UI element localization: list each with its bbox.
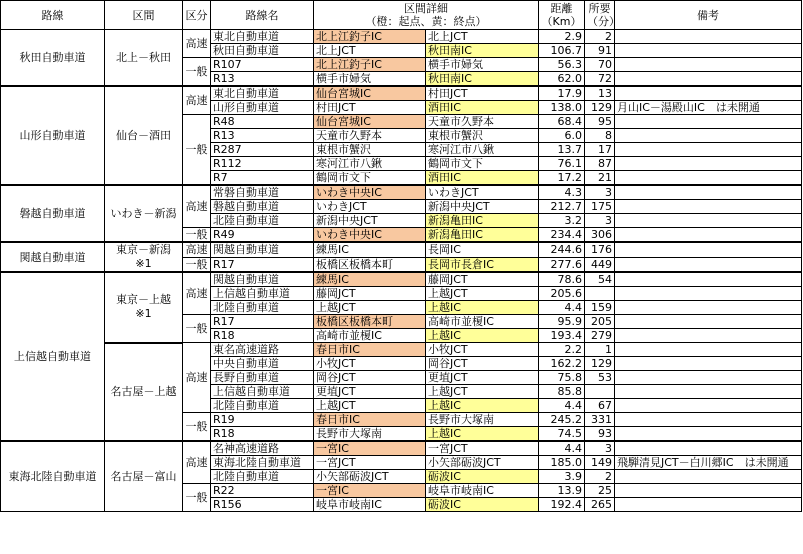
distance-cell: 85.8	[539, 385, 585, 399]
distance-cell: 75.8	[539, 371, 585, 385]
distance-cell: 68.4	[539, 115, 585, 129]
time-cell	[585, 385, 615, 399]
start-point-cell: 練馬IC	[314, 242, 426, 257]
note-cell	[615, 129, 802, 143]
note-cell	[615, 343, 802, 357]
time-cell	[585, 287, 615, 301]
distance-cell: 13.7	[539, 143, 585, 157]
road-name-cell: 北陸自動車道	[211, 470, 314, 484]
time-cell: 17	[585, 143, 615, 157]
section-note: ※1	[135, 257, 152, 270]
section-cell	[105, 242, 183, 272]
note-cell	[615, 399, 802, 413]
end-point-cell: 長岡IC	[426, 242, 539, 257]
header-road-name: 路線名	[211, 1, 314, 30]
distance-cell: 193.4	[539, 329, 585, 343]
start-point-cell: 更埴JCT	[314, 385, 426, 399]
note-cell: 月山IC－湯殿山IC は未開通	[615, 101, 802, 115]
road-name-cell: 名神高速道路	[211, 441, 314, 456]
end-point-cell: 岐阜市岐南IC	[426, 484, 539, 498]
type-cell: 高速	[183, 30, 211, 58]
distance-cell: 4.4	[539, 399, 585, 413]
note-cell	[615, 171, 802, 186]
distance-cell: 205.6	[539, 287, 585, 301]
time-cell: 54	[585, 272, 615, 287]
end-point-cell: 秋田南IC	[426, 72, 539, 87]
time-cell: 449	[585, 257, 615, 272]
road-name-cell: R48	[211, 115, 314, 129]
end-point-cell: 秋田南IC	[426, 44, 539, 58]
end-point-cell: 天童市久野本	[426, 115, 539, 129]
note-cell	[615, 301, 802, 315]
start-point-cell: 寒河江市八鍬	[314, 157, 426, 171]
section-cell	[105, 272, 183, 343]
type-cell: 一般	[183, 257, 211, 272]
end-point-cell: 更埴JCT	[426, 371, 539, 385]
header-row	[1, 1, 802, 30]
start-point-cell: 板橋区板橋本町	[314, 257, 426, 272]
section-label: 東京－上越	[116, 293, 171, 307]
header-distance	[539, 1, 585, 30]
route-name-cell: 秋田自動車道	[1, 30, 105, 87]
start-point-cell: 上越JCT	[314, 301, 426, 315]
note-cell: 飛騨清見JCT－白川郷IC は未開通	[615, 456, 802, 470]
distance-cell: 162.2	[539, 357, 585, 371]
end-point-cell: 小矢部砺波JCT	[426, 456, 539, 470]
distance-cell: 3.9	[539, 470, 585, 484]
start-point-cell: 春日市IC	[314, 343, 426, 357]
road-name-cell: R13	[211, 72, 314, 87]
end-point-cell: 新潟中央JCT	[426, 200, 539, 214]
time-cell: 91	[585, 44, 615, 58]
start-point-cell: 岡谷JCT	[314, 371, 426, 385]
start-point-cell: 一宮IC	[314, 441, 426, 456]
road-name-cell: R112	[211, 157, 314, 171]
note-cell	[615, 498, 802, 512]
start-point-cell: 練馬IC	[314, 272, 426, 287]
time-cell: 95	[585, 115, 615, 129]
time-cell: 176	[585, 242, 615, 257]
type-cell: 高速	[183, 242, 211, 257]
end-point-cell: 上越IC	[426, 427, 539, 442]
start-point-cell: 岐阜市岐南IC	[314, 498, 426, 512]
start-point-cell: 北上江釣子IC	[314, 30, 426, 44]
note-cell	[615, 200, 802, 214]
table-row	[1, 185, 802, 200]
section-cell	[105, 30, 183, 87]
section-label: 名古屋－上越	[110, 384, 177, 398]
road-name-cell: 北陸自動車道	[211, 214, 314, 228]
start-point-cell: 新潟中央JCT	[314, 214, 426, 228]
header-detail-line1: 区間詳細	[404, 2, 448, 15]
distance-cell: 192.4	[539, 498, 585, 512]
time-cell: 205	[585, 315, 615, 329]
note-cell	[615, 72, 802, 87]
end-point-cell: 藤岡JCT	[426, 272, 539, 287]
header-type: 区分	[183, 1, 211, 30]
road-name-cell: R19	[211, 413, 314, 427]
distance-cell: 2.9	[539, 30, 585, 44]
road-name-cell: 関越自動車道	[211, 272, 314, 287]
type-cell: 高速	[183, 185, 211, 228]
start-point-cell: 北上江釣子IC	[314, 58, 426, 72]
time-cell: 175	[585, 200, 615, 214]
start-point-cell: 小矢部砺波JCT	[314, 470, 426, 484]
road-name-cell: R18	[211, 427, 314, 442]
time-cell: 8	[585, 129, 615, 143]
section-label: 北上－秋田	[116, 50, 171, 64]
distance-cell: 17.9	[539, 86, 585, 101]
table-body	[1, 30, 802, 512]
end-point-cell: 長岡市長倉IC	[426, 257, 539, 272]
time-cell: 25	[585, 484, 615, 498]
header-detail	[314, 1, 539, 30]
end-point-cell: 寒河江市八鍬	[426, 143, 539, 157]
time-cell: 149	[585, 456, 615, 470]
distance-cell: 106.7	[539, 44, 585, 58]
header-detail-line2: （橙：起点、黄：終点）	[365, 15, 487, 28]
type-cell: 高速	[183, 343, 211, 413]
end-point-cell: 横手市婦気	[426, 58, 539, 72]
end-point-cell: 北上JCT	[426, 30, 539, 44]
start-point-cell: 小牧JCT	[314, 357, 426, 371]
note-cell	[615, 427, 802, 442]
note-cell	[615, 413, 802, 427]
end-point-cell: 新潟亀田IC	[426, 228, 539, 243]
time-cell: 13	[585, 86, 615, 101]
start-point-cell: 上越JCT	[314, 399, 426, 413]
table-row	[1, 272, 802, 287]
header-notes: 備考	[615, 1, 802, 30]
start-point-cell: 高崎市並榎IC	[314, 329, 426, 343]
note-cell	[615, 371, 802, 385]
distance-cell: 138.0	[539, 101, 585, 115]
distance-cell: 62.0	[539, 72, 585, 87]
start-point-cell: いわき中央IC	[314, 185, 426, 200]
road-name-cell: 常磐自動車道	[211, 185, 314, 200]
start-point-cell: 天童市久野本	[314, 129, 426, 143]
note-cell	[615, 470, 802, 484]
end-point-cell: 小牧JCT	[426, 343, 539, 357]
note-cell	[615, 385, 802, 399]
road-name-cell: R18	[211, 329, 314, 343]
time-cell: 306	[585, 228, 615, 243]
header-section: 区間	[105, 1, 183, 30]
note-cell	[615, 44, 802, 58]
time-cell: 129	[585, 101, 615, 115]
note-cell	[615, 257, 802, 272]
start-point-cell: 東根市蟹沢	[314, 143, 426, 157]
time-cell: 1	[585, 343, 615, 357]
section-note: ※1	[135, 307, 152, 321]
road-name-cell: 東海北陸自動車道	[211, 456, 314, 470]
note-cell	[615, 441, 802, 456]
time-cell: 21	[585, 171, 615, 186]
distance-cell: 234.4	[539, 228, 585, 243]
time-cell: 159	[585, 301, 615, 315]
time-cell: 2	[585, 470, 615, 484]
end-point-cell: 砺波IC	[426, 470, 539, 484]
distance-cell: 3.2	[539, 214, 585, 228]
type-cell: 一般	[183, 413, 211, 442]
note-cell	[615, 484, 802, 498]
route-name-cell: 東海北陸自動車道	[1, 441, 105, 512]
distance-cell: 4.4	[539, 301, 585, 315]
distance-cell: 2.2	[539, 343, 585, 357]
start-point-cell: 北上JCT	[314, 44, 426, 58]
start-point-cell: 長野市大塚南	[314, 427, 426, 442]
time-cell: 87	[585, 157, 615, 171]
type-cell: 一般	[183, 58, 211, 87]
road-name-cell: 関越自動車道	[211, 242, 314, 257]
section-cell	[105, 185, 183, 242]
time-cell: 70	[585, 58, 615, 72]
distance-cell: 245.2	[539, 413, 585, 427]
end-point-cell: 上越IC	[426, 399, 539, 413]
section-label: 東京－新潟	[116, 243, 171, 256]
road-name-cell: 東北自動車道	[211, 30, 314, 44]
header-route: 路線	[1, 1, 105, 30]
note-cell	[615, 143, 802, 157]
time-cell: 3	[585, 185, 615, 200]
start-point-cell: いわき中央IC	[314, 228, 426, 243]
distance-cell: 76.1	[539, 157, 585, 171]
end-point-cell: 鶴岡市文下	[426, 157, 539, 171]
type-cell: 一般	[183, 115, 211, 186]
note-cell	[615, 315, 802, 329]
time-cell: 93	[585, 427, 615, 442]
time-cell: 279	[585, 329, 615, 343]
note-cell	[615, 272, 802, 287]
note-cell	[615, 58, 802, 72]
distance-cell: 244.6	[539, 242, 585, 257]
end-point-cell: 上越JCT	[426, 287, 539, 301]
table-row	[1, 86, 802, 101]
end-point-cell: 酒田IC	[426, 171, 539, 186]
end-point-cell: 砺波IC	[426, 498, 539, 512]
note-cell	[615, 185, 802, 200]
time-cell: 3	[585, 214, 615, 228]
end-point-cell: いわきJCT	[426, 185, 539, 200]
time-cell: 72	[585, 72, 615, 87]
road-name-cell: R13	[211, 129, 314, 143]
distance-cell: 56.3	[539, 58, 585, 72]
header-distance-line2: （Km）	[541, 15, 582, 28]
distance-cell: 277.6	[539, 257, 585, 272]
section-cell	[105, 441, 183, 512]
end-point-cell: 上越IC	[426, 329, 539, 343]
end-point-cell: 酒田IC	[426, 101, 539, 115]
header-time	[585, 1, 620, 30]
header-distance-line1: 距離	[550, 2, 573, 15]
start-point-cell: 藤岡JCT	[314, 287, 426, 301]
distance-cell: 185.0	[539, 456, 585, 470]
type-cell: 高速	[183, 272, 211, 315]
header-time-line2: （分）	[587, 15, 620, 28]
road-name-cell: 山形自動車道	[211, 101, 314, 115]
end-point-cell: 高崎市並榎IC	[426, 315, 539, 329]
type-cell: 一般	[183, 228, 211, 243]
note-cell	[615, 30, 802, 44]
start-point-cell: 春日市IC	[314, 413, 426, 427]
road-name-cell: R287	[211, 143, 314, 157]
end-point-cell: 上越JCT	[426, 385, 539, 399]
route-name-cell: 磐越自動車道	[1, 185, 105, 242]
route-name-cell: 関越自動車道	[1, 242, 105, 272]
note-cell	[615, 115, 802, 129]
distance-cell: 17.2	[539, 171, 585, 186]
road-name-cell: 長野自動車道	[211, 371, 314, 385]
end-point-cell: 長野市大塚南	[426, 413, 539, 427]
end-point-cell: 東根市蟹沢	[426, 129, 539, 143]
road-name-cell: 上信越自動車道	[211, 385, 314, 399]
section-cell	[105, 343, 183, 442]
section-label: 名古屋－富山	[110, 469, 177, 483]
time-cell: 129	[585, 357, 615, 371]
distance-cell: 4.4	[539, 441, 585, 456]
time-cell: 265	[585, 498, 615, 512]
end-point-cell: 村田JCT	[426, 86, 539, 101]
road-name-cell: R156	[211, 498, 314, 512]
time-cell: 53	[585, 371, 615, 385]
route-name-cell: 上信越自動車道	[1, 272, 105, 441]
time-cell: 3	[585, 441, 615, 456]
end-point-cell: 上越IC	[426, 301, 539, 315]
road-name-cell: R17	[211, 315, 314, 329]
note-cell	[615, 228, 802, 243]
distance-cell: 6.0	[539, 129, 585, 143]
start-point-cell: 一宮IC	[314, 484, 426, 498]
time-cell: 2	[585, 30, 615, 44]
distance-cell: 74.5	[539, 427, 585, 442]
table-row	[1, 441, 802, 456]
section-label: いわき－新潟	[110, 206, 177, 220]
end-point-cell: 一宮JCT	[426, 441, 539, 456]
road-name-cell: R17	[211, 257, 314, 272]
header-time-line1: 所要	[588, 2, 611, 15]
distance-cell: 212.7	[539, 200, 585, 214]
start-point-cell: 仙台宮城IC	[314, 86, 426, 101]
route-name-cell: 山形自動車道	[1, 86, 105, 185]
start-point-cell: 一宮JCT	[314, 456, 426, 470]
note-cell	[615, 357, 802, 371]
start-point-cell: いわきJCT	[314, 200, 426, 214]
table-row	[1, 30, 802, 44]
type-cell: 一般	[183, 484, 211, 512]
table-row	[1, 343, 802, 357]
road-name-cell: 秋田自動車道	[211, 44, 314, 58]
distance-cell: 78.6	[539, 272, 585, 287]
note-cell	[615, 86, 802, 101]
table-row	[1, 242, 802, 257]
distance-cell: 95.9	[539, 315, 585, 329]
start-point-cell: 村田JCT	[314, 101, 426, 115]
road-name-cell: R49	[211, 228, 314, 243]
road-name-cell: 東名高速道路	[211, 343, 314, 357]
section-cell	[105, 86, 183, 185]
note-cell	[615, 157, 802, 171]
time-cell: 67	[585, 399, 615, 413]
road-name-cell: 上信越自動車道	[211, 287, 314, 301]
road-name-cell: 北陸自動車道	[211, 301, 314, 315]
distance-cell: 13.9	[539, 484, 585, 498]
note-cell	[615, 329, 802, 343]
note-cell	[615, 287, 802, 301]
road-name-cell: R7	[211, 171, 314, 186]
end-point-cell: 新潟亀田IC	[426, 214, 539, 228]
road-name-cell: R107	[211, 58, 314, 72]
start-point-cell: 横手市婦気	[314, 72, 426, 87]
type-cell: 高速	[183, 86, 211, 115]
section-label: 仙台－酒田	[116, 128, 171, 142]
type-cell: 一般	[183, 315, 211, 343]
note-cell	[615, 242, 802, 257]
start-point-cell: 仙台宮城IC	[314, 115, 426, 129]
end-point-cell: 岡谷JCT	[426, 357, 539, 371]
road-name-cell: R22	[211, 484, 314, 498]
time-cell: 331	[585, 413, 615, 427]
start-point-cell: 鶴岡市文下	[314, 171, 426, 186]
type-cell: 高速	[183, 441, 211, 484]
road-name-cell: 磐越自動車道	[211, 200, 314, 214]
road-name-cell: 北陸自動車道	[211, 399, 314, 413]
road-name-cell: 東北自動車道	[211, 86, 314, 101]
distance-cell: 4.3	[539, 185, 585, 200]
note-cell	[615, 214, 802, 228]
road-name-cell: 中央自動車道	[211, 357, 314, 371]
start-point-cell: 板橋区板橋本町	[314, 315, 426, 329]
